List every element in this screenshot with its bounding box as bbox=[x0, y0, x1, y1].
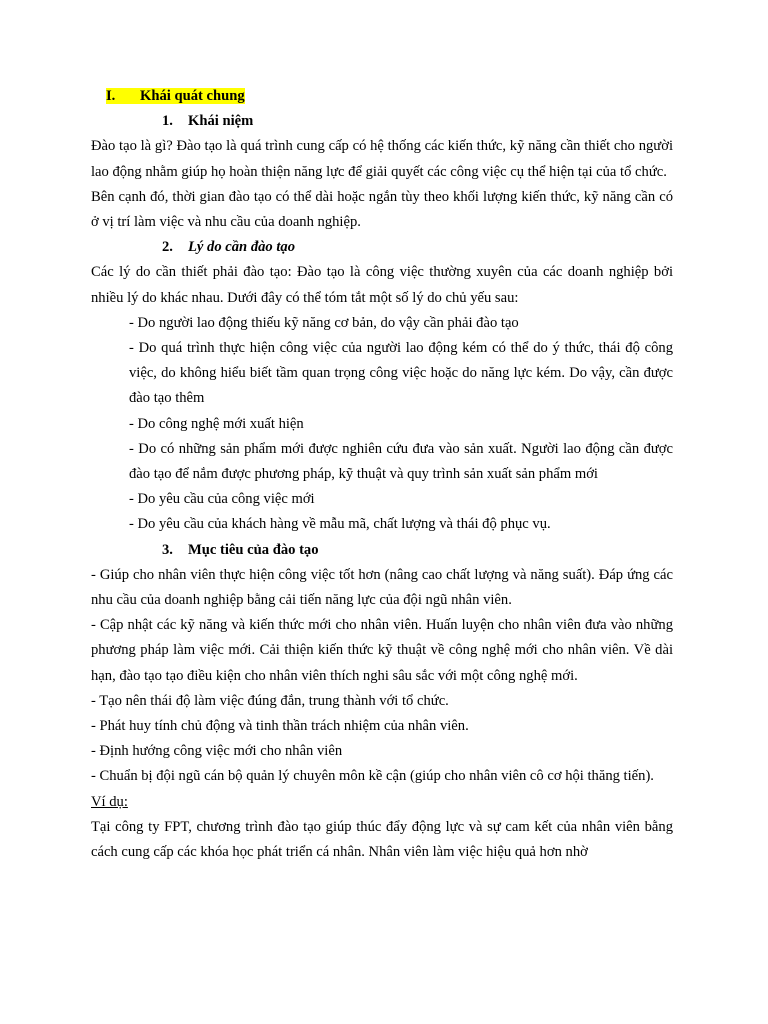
list-item: - Giúp cho nhân viên thực hiện công việc tốt hơn (nâng cao chất lượng và năng suất). Đáp ứng các nhu cầu của doanh nghiệp bằng cải tiến năng lực của đội ngũ nhân viên. bbox=[91, 566, 673, 609]
subheading-number: 1. bbox=[162, 113, 173, 130]
subheading-title: Lý do cần đào tạo bbox=[188, 239, 296, 256]
section-heading-1 bbox=[106, 84, 673, 109]
subheading-2 bbox=[162, 235, 673, 260]
paragraph: Các lý do cần thiết phải đào tạo: Đào tạo là công việc thường xuyên của các doanh nghiệp bởi nhiều lý do khác nhau. Dưới đây có thể tóm tắt một số lý do chủ yếu sau: bbox=[91, 264, 673, 306]
section-title: Khái quát chung bbox=[140, 88, 245, 104]
example-paragraph: Tại công ty FPT, chương trình đào tạo giúp thúc đẩy động lực và sự cam kết của nhân viên bằng cách cung cấp các khóa học phát triển cá nhân. Nhân viên làm việc hiệu quả hơn nhờ bbox=[91, 818, 673, 861]
list-item: - Do có những sản phẩm mới được nghiên cứu đưa vào sản xuất. Người lao động cần được đào tạo để nắm được phương pháp, kỹ thuật và quy trình sản xuất sản phẩm mới bbox=[129, 440, 673, 483]
subheading-3 bbox=[162, 538, 673, 563]
example-label: Ví dụ: bbox=[91, 793, 128, 810]
paragraph: Bên cạnh đó, thời gian đào tạo có thể dài hoặc ngắn tùy theo khối lượng kiến thức, kỹ năng cần có ở vị trí làm việc và nhu cầu của doanh nghiệp. bbox=[91, 188, 673, 231]
list-item: - Cập nhật các kỹ năng và kiến thức mới cho nhân viên. Huấn luyện cho nhân viên đưa vào những phương pháp làm việc mới. Cải thiện kiến thức kỹ thuật về công nghệ mới cho nhân viên. Về dài hạn, đào tạo tạo điều kiện cho nhân viên thích nghi sâu sắc với một công nghệ mới. bbox=[91, 617, 673, 684]
list-item: - Do người lao động thiếu kỹ năng cơ bản, do vậy cần phải đào tạo bbox=[129, 314, 519, 331]
list-item: - Chuẩn bị đội ngũ cán bộ quản lý chuyên môn kề cận (giúp cho nhân viên cô cơ hội thăng tiến). bbox=[91, 768, 654, 785]
list-item: - Do công nghệ mới xuất hiện bbox=[129, 415, 304, 432]
subheading-number: 3. bbox=[162, 541, 173, 558]
paragraph: Đào tạo là gì? Đào tạo là quá trình cung cấp có hệ thống các kiến thức, kỹ năng cần thiết cho người lao động nhằm giúp họ hoàn thiện năng lực để giải quyết các công việc cụ thể hiện tại của tổ chức. bbox=[91, 138, 673, 180]
section-number: I. bbox=[106, 88, 116, 104]
subheading-title: Mục tiêu của đào tạo bbox=[188, 541, 319, 558]
list-item: - Do quá trình thực hiện công việc của người lao động kém có thể do ý thức, thái độ công việc, do không hiểu biết tầm quan trọng công việc hoặc do năng lực kém. Do vậy, cần được đào tạo thêm bbox=[129, 340, 673, 407]
subheading-number: 2. bbox=[162, 239, 173, 256]
list-item: - Do yêu cầu của khách hàng về mẫu mã, chất lượng và thái độ phục vụ. bbox=[129, 516, 551, 533]
subheading-title: Khái niệm bbox=[188, 113, 254, 130]
list-item: - Do yêu cầu của công việc mới bbox=[129, 491, 315, 508]
example-label-line bbox=[91, 790, 673, 815]
list-item: - Định hướng công việc mới cho nhân viên bbox=[91, 743, 343, 760]
list-item: - Tạo nên thái độ làm việc đúng đắn, trung thành với tổ chức. bbox=[91, 692, 449, 709]
subheading-1 bbox=[162, 109, 673, 134]
list-item: - Phát huy tính chủ động và tinh thần trách nhiệm của nhân viên. bbox=[91, 718, 469, 735]
